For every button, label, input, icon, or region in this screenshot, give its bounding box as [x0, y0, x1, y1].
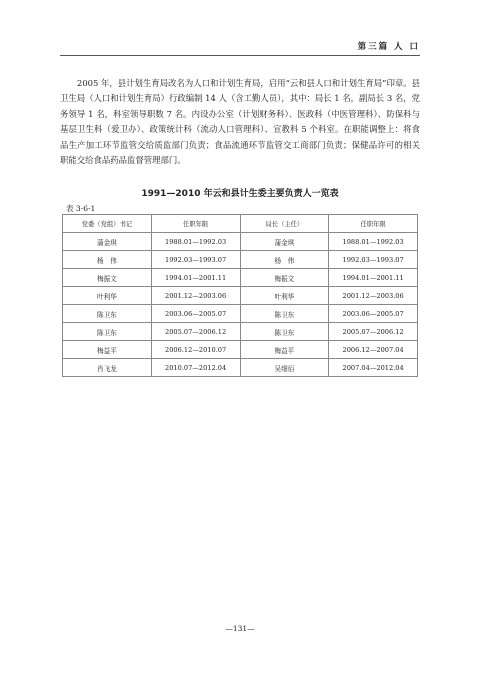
director-term: 2007.04—2012.04	[329, 359, 418, 377]
secretary-name: 杨 伟	[63, 251, 152, 269]
director-name: 陈卫东	[240, 305, 329, 323]
table-title: 1991—2010 年云和县计生委主要负责人一览表	[141, 189, 339, 199]
header-rule	[60, 55, 420, 56]
table-row	[63, 287, 418, 305]
secretary-name: 陈卫东	[63, 323, 152, 341]
director-term: 2005.07—2006.12	[329, 323, 418, 341]
running-header	[0, 40, 480, 56]
secretary-name: 肖飞龙	[63, 359, 152, 377]
table-row	[63, 233, 418, 251]
header-director: 局长（主任）	[240, 215, 329, 233]
leaders-table	[62, 214, 418, 377]
header-secretary-term: 任职年限	[151, 215, 240, 233]
header-secretary: 党委（党组）书记	[63, 215, 152, 233]
director-name: 蒲金琪	[240, 233, 329, 251]
secretary-name: 梅益平	[63, 341, 152, 359]
secretary-term: 1994.01—2001.11	[151, 269, 240, 287]
secretary-term: 2010.07—2012.04	[151, 359, 240, 377]
director-term: 1994.01—2001.11	[329, 269, 418, 287]
secretary-name: 叶利华	[63, 287, 152, 305]
secretary-term: 2003.06—2005.07	[151, 305, 240, 323]
secretary-term: 2005.07—2006.12	[151, 323, 240, 341]
director-term: 2001.12—2003.06	[329, 287, 418, 305]
director-name: 杨 伟	[240, 251, 329, 269]
secretary-term: 2006.12—2010.07	[151, 341, 240, 359]
secretary-name: 陈卫东	[63, 305, 152, 323]
running-head-label: 第三篇 人 口	[357, 42, 420, 52]
secretary-term: 2001.12—2003.06	[151, 287, 240, 305]
director-term: 1988.01—1992.03	[329, 233, 418, 251]
table-row	[63, 251, 418, 269]
secretary-name: 蒲金琪	[63, 233, 152, 251]
body-paragraph: 2005 年，县计划生育局改名为人口和计划生育局，启用“云和县人口和计划生育局”印章。县卫生局（人口和计划生育局）行政编制 14 人（含工勤人员），其中：局长 1 名，副局长 3 名，党务领导 1 名，科室领导职数 7 名。内设办公室（计划财务科）、医政科（中医管理科）、防保科与基层卫生科（爱卫办）、政策统计科（流动人口管理科）、宣教科 5 个科室。在职能调整上：将食品生产加工环节监管交给质监部门负责；食品流通环节监管交工商部门负责；保健品许可的相关职能交给食品药品监督管理部门。	[60, 78, 420, 166]
director-name: 梅益平	[240, 341, 329, 359]
director-term: 2003.06—2005.07	[329, 305, 418, 323]
secretary-term: 1992.03—1993.07	[151, 251, 240, 269]
table-row	[63, 323, 418, 341]
director-name: 梅振文	[240, 269, 329, 287]
director-term: 2006.12—2007.04	[329, 341, 418, 359]
table-header-row	[63, 215, 418, 233]
table-row	[63, 269, 418, 287]
table-row	[63, 305, 418, 323]
secretary-term: 1988.01—1992.03	[151, 233, 240, 251]
table-row	[63, 359, 418, 377]
director-term: 1992.03—1993.07	[329, 251, 418, 269]
director-name: 吴细佰	[240, 359, 329, 377]
table-row	[63, 341, 418, 359]
header-director-term: 任职年限	[329, 215, 418, 233]
secretary-name: 梅振文	[63, 269, 152, 287]
director-name: 陈卫东	[240, 323, 329, 341]
table-number: 表 3-6-1	[66, 204, 96, 213]
page-number: —131—	[225, 624, 255, 633]
director-name: 叶利华	[240, 287, 329, 305]
